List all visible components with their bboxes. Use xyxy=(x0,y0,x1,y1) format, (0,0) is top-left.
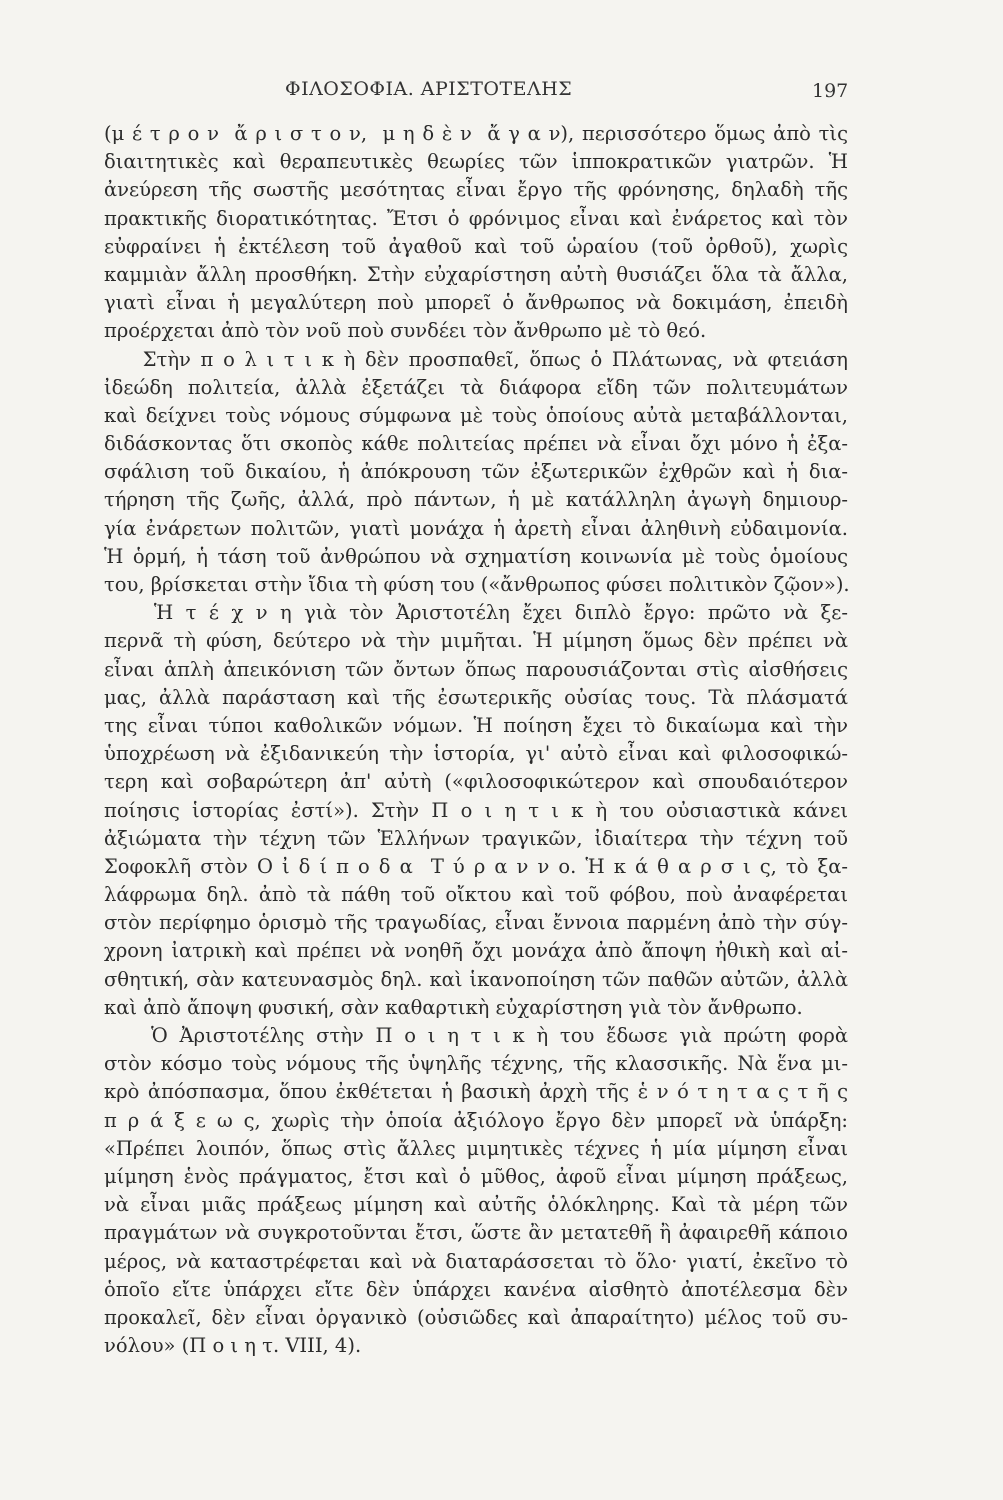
text-line: νόλου» (Π ο ι η τ. VIII, 4). xyxy=(104,1334,362,1358)
text-line: Ἡ τ έ χ ν η γιὰ τὸν Ἀριστοτέλη ἔχει διπλὸ ἔργο: πρῶτο νὰ ξε- xyxy=(104,601,848,625)
running-title: ΦΙΛΟΣΟΦΙΑ. ΑΡΙΣΤΟΤΕΛΗΣ xyxy=(285,78,573,100)
body-text xyxy=(104,120,848,1360)
text-line: γιατὶ εἶναι ἡ μεγαλύτερη ποὺ μπορεῖ ὁ ἄνθρωπος νὰ δοκιμάση, ἐπειδὴ xyxy=(104,291,848,315)
paragraph xyxy=(104,346,848,600)
text-line: στὸν περίφημο ὁρισμὸ τῆς τραγωδίας, εἶναι ἔννοια παρμένη ἀπὸ τὴν σύγ- xyxy=(104,911,848,935)
text-line: νὰ εἶναι μιᾶς πράξεως μίμηση καὶ αὐτῆς ὁλόκληρης. Καὶ τὰ μέρη τῶν xyxy=(104,1193,848,1217)
text-line: «Πρέπει λοιπόν, ὅπως στὶς ἄλλες μιμητικὲς τέχνες ἡ μία μίμηση εἶναι xyxy=(104,1136,848,1160)
text-line: λάφρωμα δηλ. ἀπὸ τὰ πάθη τοῦ οἴκτου καὶ τοῦ φόβου, ποὺ ἀναφέρεται xyxy=(104,883,848,907)
text-line: διδάσκοντας ὅτι σκοπὸς κάθε πολιτείας πρέπει νὰ εἶναι ὄχι μόνο ἡ ἐξα- xyxy=(104,432,848,456)
text-line: πρακτικῆς διορατικότητας. Ἔτσι ὁ φρόνιμος εἶναι καὶ ἐνάρετος καὶ τὸν xyxy=(104,206,848,230)
text-line: του, βρίσκεται στὴν ἴδια τὴ φύση του («ἄνθρωπος φύσει πολιτικὸν ζῷον»). xyxy=(104,573,850,596)
text-line: ἀξιώματα τὴν τέχνη τῶν Ἑλλήνων τραγικῶν, ἰδιαίτερα τὴν τέχνη τοῦ xyxy=(104,826,848,850)
text-line: καμμιὰν ἄλλη προσθήκη. Στὴν εὐχαρίστηση αὐτὴ θυσιάζει ὅλα τὰ ἄλλα, xyxy=(104,262,848,286)
text-line: χρονη ἰατρικὴ καὶ πρέπει νὰ νοηθῆ ὄχι μονάχα ἀπὸ ἄποψη ἠθικὴ καὶ αἰ- xyxy=(104,939,848,963)
text-line: σθητική, σὰν κατευνασμὸς δηλ. καὶ ἱκανοποίηση τῶν παθῶν αὐτῶν, ἀλλὰ xyxy=(104,967,848,991)
text-line: διαιτητικὲς καὶ θεραπευτικὲς θεωρίες τῶν ἱπποκρατικῶν γιατρῶν. Ἡ xyxy=(104,150,848,174)
text-line: κρὸ ἀπόσπασμα, ὅπου ἐκθέτεται ἡ βασικὴ ἀρχὴ τῆς ἑ ν ό τ η τ α ς τ ῆ ς xyxy=(104,1080,848,1104)
text-line: στὸν κόσμο τοὺς νόμους τῆς ὑψηλῆς τέχνης, τῆς κλασσικῆς. Νὰ ἕνα μι- xyxy=(104,1052,848,1076)
page-number: 197 xyxy=(812,80,849,102)
text-line: μέρος, νὰ καταστρέφεται καὶ νὰ διαταράσσεται τὸ ὅλο· γιατί, ἐκεῖνο τὸ xyxy=(104,1249,848,1273)
text-line: προκαλεῖ, δὲν εἶναι ὀργανικὸ (οὐσιῶδες καὶ ἀπαραίτητο) μέλος τοῦ συ- xyxy=(104,1305,848,1329)
text-line: καὶ ἀπὸ ἄποψη φυσική, σὰν καθαρτικὴ εὐχαρίστηση γιὰ τὸν ἄνθρωπο. xyxy=(104,995,803,1019)
text-line: περνᾶ τὴ φύση, δεύτερο νὰ τὴν μιμῆται. Ἡ μίμηση ὅμως δὲν πρέπει νὰ xyxy=(104,629,848,653)
paragraph xyxy=(104,1022,848,1360)
text-line: ὁποῖο εἴτε ὑπάρχει εἴτε δὲν ὑπάρχει κανένα αἰσθητὸ ἀποτέλεσμα δὲν xyxy=(104,1277,848,1301)
text-line: εἶναι ἁπλὴ ἀπεικόνιση τῶν ὄντων ὅπως παρουσιάζονται στὶς αἰσθήσεις xyxy=(104,657,848,681)
text-line: μίμηση ἑνὸς πράγματος, ἔτσι καὶ ὁ μῦθος, ἀφοῦ εἶναι μίμηση πράξεως, xyxy=(104,1164,848,1188)
text-line: σφάλιση τοῦ δικαίου, ἡ ἀπόκρουση τῶν ἐξωτερικῶν ἐχθρῶν καὶ ἡ δια- xyxy=(104,460,848,484)
text-line: ἰδεώδη πολιτεία, ἀλλὰ ἐξετάζει τὰ διάφορα εἴδη τῶν πολιτευμάτων xyxy=(104,375,848,399)
text-line: της εἶναι τύποι καθολικῶν νόμων. Ἡ ποίηση ἔχει τὸ δικαίωμα καὶ τὴν xyxy=(104,713,848,737)
text-line: π ρ ά ξ ε ω ς, χωρὶς τὴν ὁποία ἀξιόλογο ἔργο δὲν μπορεῖ νὰ ὑπάρξη: xyxy=(104,1108,848,1132)
text-line: καὶ δείχνει τοὺς νόμους σύμφωνα μὲ τοὺς ὁποίους αὐτὰ μεταβάλλονται, xyxy=(104,403,848,427)
text-line: εὐφραίνει ἡ ἐκτέλεση τοῦ ἀγαθοῦ καὶ τοῦ ὡραίου (τοῦ ὀρθοῦ), χωρὶς xyxy=(104,234,848,258)
text-line: γία ἐνάρετων πολιτῶν, γιατὶ μονάχα ἡ ἀρετὴ εἶναι ἀληθινὴ εὐδαιμονία. xyxy=(104,516,848,540)
paragraph xyxy=(104,120,848,346)
text-line: προέρχεται ἀπὸ τὸν νοῦ ποὺ συνδέει τὸν ἄνθρωπο μὲ τὸ θεό. xyxy=(104,319,707,343)
text-line: τερη καὶ σοβαρώτερη ἀπ' αὐτὴ («φιλοσοφικώτερον καὶ σπουδαιότερον xyxy=(104,770,848,794)
text-line: Σοφοκλῆ στὸν Ο ἰ δ ί π ο δ α Τ ύ ρ α ν ν ο. Ἡ κ ά θ α ρ σ ι ς, τὸ ξα- xyxy=(104,854,848,878)
text-line: ἀνεύρεση τῆς σωστῆς μεσότητας εἶναι ἔργο τῆς φρόνησης, δηλαδὴ τῆς xyxy=(104,178,848,202)
text-line: μας, ἀλλὰ παράσταση καὶ τῆς ἐσωτερικῆς οὐσίας τους. Τὰ πλάσματά xyxy=(104,685,848,709)
text-line: πραγμάτων νὰ συγκροτοῦνται ἔτσι, ὥστε ἂν μετατεθῆ ἢ ἀφαιρεθῆ κάποιο xyxy=(104,1221,848,1245)
paragraph xyxy=(104,599,848,1022)
text-line: τήρηση τῆς ζωῆς, ἀλλά, πρὸ πάντων, ἡ μὲ κατάλληλη ἀγωγὴ δημιουρ- xyxy=(104,488,848,512)
text-line: Στὴν π ο λ ι τ ι κ ὴ δὲν προσπαθεῖ, ὅπως ὁ Πλάτωνας, νὰ φτειάση xyxy=(104,347,848,371)
text-line: ποίησις ἱστορίας ἐστί»). Στὴν Π ο ι η τ ι κ ὴ του οὐσιαστικὰ κάνει xyxy=(104,798,848,822)
text-line: Ἡ ὁρμή, ἡ τάση τοῦ ἀνθρώπου νὰ σχηματίση κοινωνία μὲ τοὺς ὁμοίους xyxy=(104,544,848,568)
text-line: ὑποχρέωση νὰ ἐξιδανικεύη τὴν ἱστορία, γι' αὐτὸ εἶναι καὶ φιλοσοφικώ- xyxy=(104,742,848,766)
text-line: Ὁ Ἀριστοτέλης στὴν Π ο ι η τ ι κ ὴ του ἔδωσε γιὰ πρώτη φορὰ xyxy=(104,1024,848,1047)
text-line: (μ έ τ ρ ο ν ἄ ρ ι σ τ ο ν, μ η δ ὲ ν ἄ γ α ν), περισσότερο ὅμως ἀπὸ τὶς xyxy=(104,122,848,145)
